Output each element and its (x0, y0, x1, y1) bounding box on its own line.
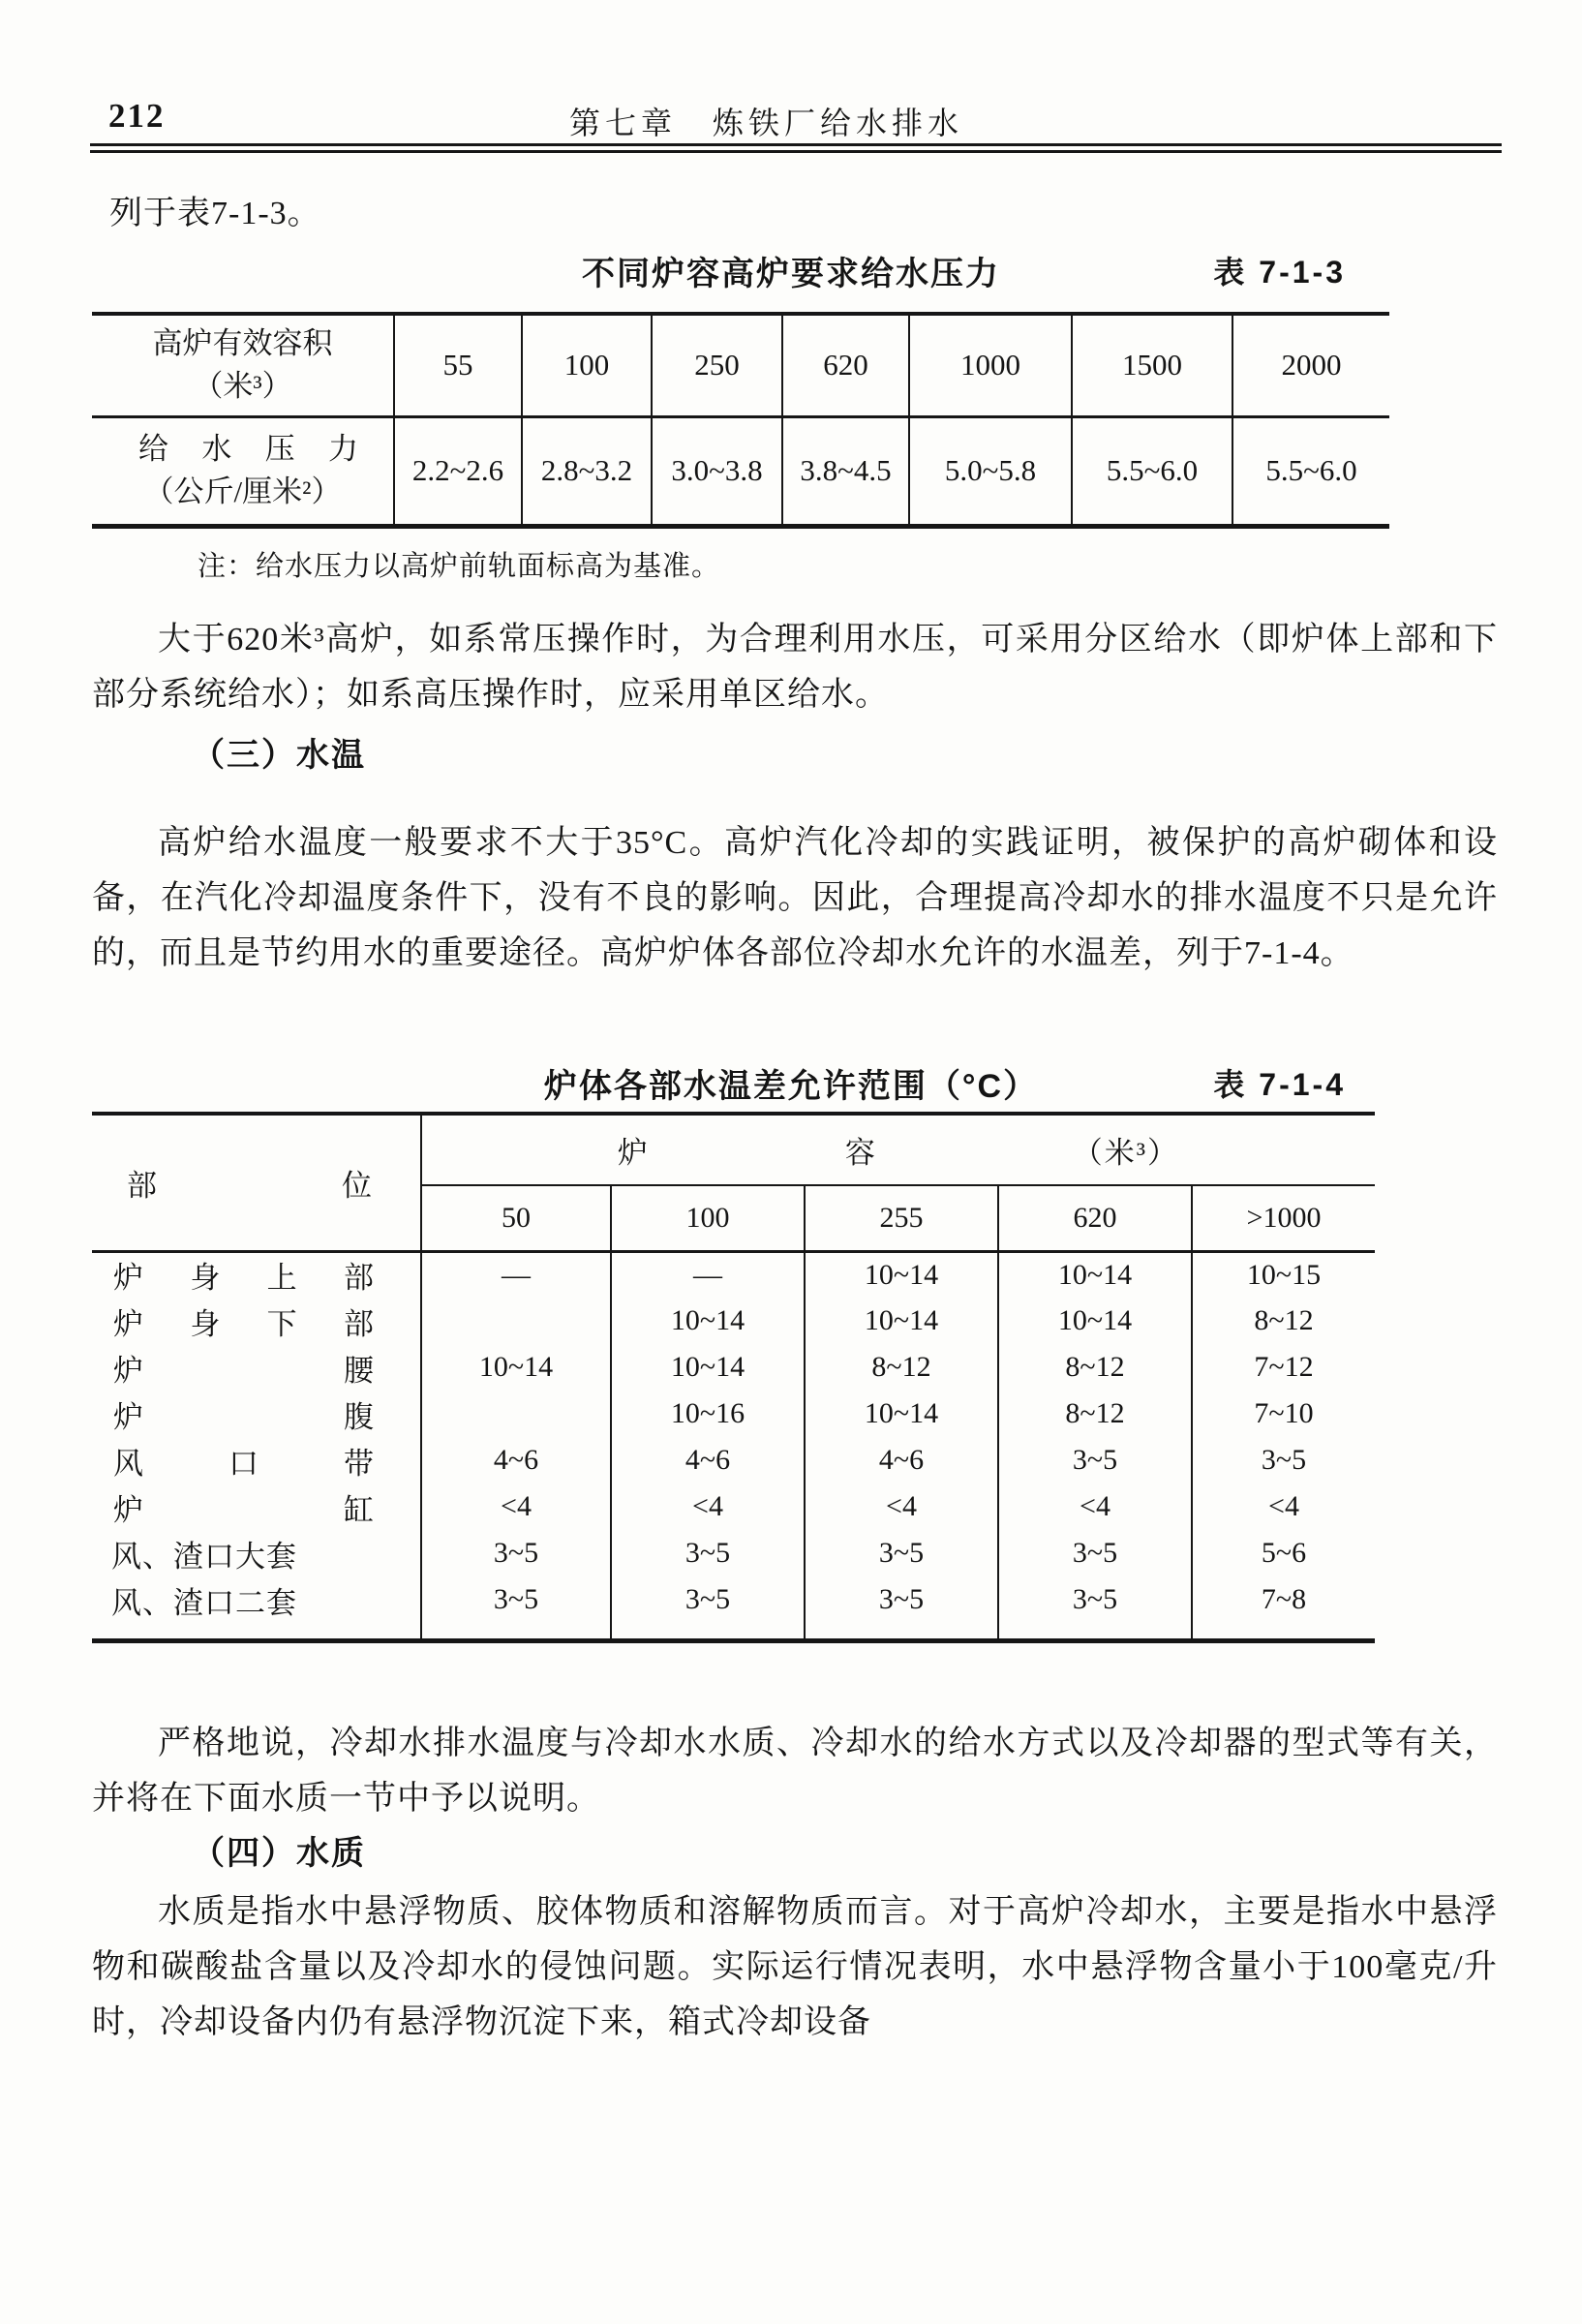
corner-label-chars (92, 1161, 420, 1205)
table1-cell: 5.0~5.8 (909, 416, 1072, 526)
table1-cell: 620 (782, 314, 909, 416)
table1-cell: 3.8~4.5 (782, 416, 909, 526)
paragraph-3: 严格地说，冷却水排水温度与冷却水水质、冷却水的给水方式以及冷却器的型式等有关，并将在下面水质一节中予以说明。 (92, 1726, 1498, 1817)
span-header-part: 炉 (617, 1136, 650, 1170)
table2-cell: 4~6 (493, 1444, 539, 1476)
table2-cell (421, 1298, 611, 1344)
table2-col-header: 620 (998, 1185, 1192, 1251)
header-rule (90, 143, 1502, 153)
table2-spacer-row (92, 1623, 1375, 1640)
table2-cell: <4 (805, 1483, 998, 1530)
table2-cell: 10~16 (611, 1391, 805, 1437)
table1-cell: 2.8~3.2 (522, 416, 652, 526)
row-label-char: 炉 (113, 1261, 143, 1296)
table2-cell: 3~5 (611, 1530, 805, 1576)
table2-cell: 10~14 (805, 1251, 998, 1298)
table2-title-row (0, 1059, 1582, 1105)
table2-cell: 3~5 (611, 1576, 805, 1623)
row-label-char: 下 (266, 1306, 297, 1341)
table2-span-header-row (92, 1114, 1375, 1185)
table2-col-header: 50 (421, 1185, 611, 1251)
table2-cell: 10~14 (611, 1344, 805, 1391)
corner-label-char: 部 (127, 1168, 157, 1203)
section-heading-4: （四）水质 (192, 1835, 366, 1872)
table2-cell: — (502, 1258, 531, 1291)
table1-number-label: 表 7-1-3 (1213, 255, 1346, 290)
table2-cell: 3~5 (1192, 1437, 1375, 1483)
table2-spacer-cell (1192, 1623, 1375, 1640)
row-label-char: 风 (113, 1446, 143, 1481)
table2-row-label (92, 1391, 421, 1437)
table1-cell: 55 (394, 314, 522, 416)
row-label-char: 腹 (344, 1399, 374, 1434)
table2-number-label: 表 7-1-4 (1213, 1067, 1346, 1102)
table2-cell: 8~12 (998, 1344, 1192, 1391)
table2-row-label (92, 1483, 421, 1530)
chapter-header: 第七章 炼铁厂给水排水 (569, 106, 964, 140)
table2-cell: 8~12 (998, 1391, 1192, 1437)
table1-title: 不同炉容高炉要求给水压力 (582, 256, 1000, 292)
table1-row-label (92, 416, 394, 526)
paragraph-4: 水质是指水中悬浮物质、胶体物质和溶解物质而言。对于高炉冷却水，主要是指水中悬浮物和碳酸盐含量以及冷却水的侵蚀问题。实际运行情况表明，水中悬浮物含量小于100毫克/升时，冷却设备内仍有悬浮物沉淀下来，箱式冷却设备 (92, 1894, 1498, 2040)
table2-cell: — (611, 1251, 805, 1298)
table2-body (92, 1251, 1375, 1640)
table2-col-header: 255 (805, 1185, 998, 1251)
table2-row-label (92, 1298, 421, 1344)
row-label-char: 力 (327, 432, 358, 466)
row-label-char: 缸 (344, 1492, 374, 1527)
table2-cell: 7~8 (1192, 1576, 1375, 1623)
table1-cell: 100 (522, 314, 652, 416)
table2-cell: 10~15 (1192, 1251, 1375, 1298)
row-label-chars (92, 1346, 420, 1390)
row-label-char: 腰 (344, 1353, 374, 1388)
table2-cell: 3~5 (805, 1576, 998, 1623)
table2-cell: 10~14 (805, 1298, 998, 1344)
table2-cell: 7~10 (1192, 1391, 1375, 1437)
table2-cell: 3~5 (805, 1530, 998, 1576)
intro-line: 列于表7-1-3。 (109, 196, 321, 231)
table2-row (92, 1530, 1375, 1576)
table2-cell: 10~14 (611, 1298, 805, 1344)
row-label-char: 部 (343, 1306, 374, 1341)
row-label-char: 身 (190, 1261, 221, 1296)
table1-cell: 2.2~2.6 (394, 416, 522, 526)
header-label-line2: （米³） (193, 369, 292, 404)
table2-row (92, 1298, 1375, 1344)
table2-title: 炉体各部水温差允许范围（°C） (543, 1068, 1039, 1105)
table2-span-header (421, 1114, 1375, 1185)
table2-col-header: >1000 (1192, 1185, 1375, 1251)
table1-cell: 250 (652, 314, 782, 416)
header-label-line1: 高炉有效容积 (152, 326, 333, 361)
row-label-char: 风、渣口大套 (111, 1539, 297, 1574)
table2-cell: 7~12 (1192, 1344, 1375, 1391)
row-label-chars (92, 1532, 420, 1575)
corner-label-char: 位 (342, 1168, 372, 1203)
row-label-char: 水 (201, 432, 232, 466)
table2-row (92, 1344, 1375, 1391)
table2-row-label (92, 1530, 421, 1576)
row-label-chars (92, 1578, 420, 1622)
row-label-char: 口 (228, 1446, 259, 1481)
table1-title-row (0, 247, 1582, 292)
table2-row-label (92, 1344, 421, 1391)
table2-cell: 4~6 (611, 1437, 805, 1483)
table1-cell: 5.5~6.0 (1072, 416, 1232, 526)
row-label-line2: （公斤/厘米²） (143, 474, 342, 508)
table-7-1-4 (92, 1112, 1375, 1643)
row-label-chars (92, 1300, 420, 1343)
table2-row (92, 1251, 1375, 1298)
table2-row-label (92, 1437, 421, 1483)
section-heading-3: （三）水温 (192, 737, 366, 774)
table1-cell: 3.0~3.8 (652, 416, 782, 526)
row-label-char: 炉 (113, 1306, 143, 1341)
table1-cell: 1500 (1072, 314, 1232, 416)
table2-row (92, 1437, 1375, 1483)
table2-cell: 3~5 (493, 1583, 539, 1615)
table1-cell: 1000 (909, 314, 1072, 416)
table2-cell: 10~14 (998, 1251, 1192, 1298)
table2-cell: 4~6 (805, 1437, 998, 1483)
page-number: 212 (108, 97, 166, 135)
row-label-char: 压 (264, 432, 295, 466)
table2-cell: 3~5 (998, 1437, 1192, 1483)
row-label-char: 部 (343, 1261, 374, 1296)
table2-spacer-cell (611, 1623, 805, 1640)
table2-cell: 3~5 (493, 1537, 539, 1569)
table2-col-header: 100 (611, 1185, 805, 1251)
table2-cell: 5~6 (1192, 1530, 1375, 1576)
table2-cell: <4 (611, 1483, 805, 1530)
table1-cell: 5.5~6.0 (1232, 416, 1389, 526)
table2-cell: <4 (501, 1490, 532, 1522)
span-header-part: 容 (844, 1136, 877, 1170)
table2-row-label (92, 1576, 421, 1623)
table2-spacer-cell (92, 1623, 421, 1640)
row-label-char: 带 (344, 1446, 374, 1481)
table2-cell: 10~14 (998, 1298, 1192, 1344)
table2-cell: 10~14 (478, 1351, 554, 1383)
table2-cell: <4 (998, 1483, 1192, 1530)
paragraph-1: 大于620米³高炉，如系常压操作时，为合理利用水压，可采用分区给水（即炉体上部和下部分系统给水）；如系高压操作时，应采用单区给水。 (92, 622, 1498, 713)
row-label-chars (92, 1253, 420, 1297)
row-label-chars (98, 428, 387, 471)
row-label-char: 身 (190, 1306, 221, 1341)
row-label-char: 风、渣口二套 (111, 1585, 297, 1620)
row-label-char: 炉 (113, 1399, 143, 1434)
table1-header-label (92, 314, 394, 416)
table2-row (92, 1576, 1375, 1623)
table2-cell: 3~5 (998, 1530, 1192, 1576)
span-header-part: （米³） (1072, 1136, 1180, 1170)
row-label-chars (92, 1392, 420, 1436)
table2-row (92, 1391, 1375, 1437)
table2-spacer-cell (805, 1623, 998, 1640)
row-label-chars (92, 1485, 420, 1529)
table2-row (92, 1483, 1375, 1530)
span-header-parts (422, 1128, 1375, 1172)
table1-data-row (92, 416, 1389, 526)
row-label-char: 给 (138, 432, 168, 466)
row-label-chars (92, 1439, 420, 1483)
table2-row-label (92, 1251, 421, 1298)
table1-note: 注：给水压力以高炉前轨面标高为基准。 (198, 551, 721, 582)
table2-corner-label (92, 1114, 421, 1251)
table2-spacer-cell (998, 1623, 1192, 1640)
table1-cell: 2000 (1232, 314, 1389, 416)
table2-cell: 3~5 (998, 1576, 1192, 1623)
row-label-char: 上 (266, 1261, 297, 1296)
row-label-char: 炉 (113, 1353, 143, 1388)
table-7-1-3 (92, 312, 1389, 529)
table2-cell: 8~12 (805, 1344, 998, 1391)
table2-cell: 8~12 (1192, 1298, 1375, 1344)
table2-cell (421, 1391, 611, 1437)
table2-cell: 10~14 (805, 1391, 998, 1437)
row-label-char: 炉 (113, 1492, 143, 1527)
table2-cell: <4 (1192, 1483, 1375, 1530)
table1-header-row (92, 314, 1389, 416)
table2-spacer-cell (421, 1623, 611, 1640)
paragraph-2: 高炉给水温度一般要求不大于35°C。高炉汽化冷却的实践证明，被保护的高炉砌体和设备，在汽化冷却温度条件下，没有不良的影响。因此，合理提高冷却水的排水温度不只是允许的，而且是节约用水的重要途径。高炉炉体各部位冷却水允许的水温差，列于7-1-4。 (92, 825, 1498, 971)
